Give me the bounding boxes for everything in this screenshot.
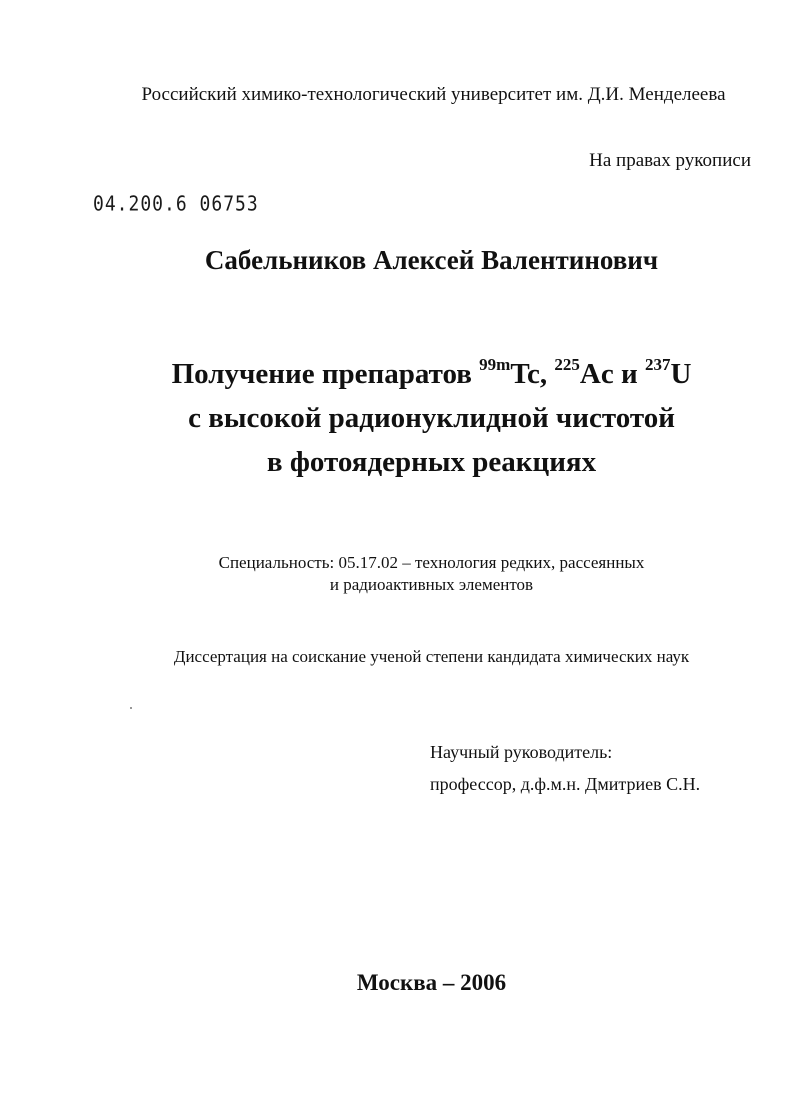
isotope-ac-mass: 225 <box>554 355 580 374</box>
rights-note: На правах рукописи <box>589 150 751 171</box>
title-prefix: Получение препаратов <box>171 358 480 390</box>
title-line-3: в фотоядерных реакциях <box>266 446 597 478</box>
title-line-2: с высокой радионуклидной чистотой <box>188 402 675 434</box>
specialty-line-2: и радиоактивных элементов <box>329 575 534 594</box>
specialty <box>0 552 797 596</box>
scan-speck <box>130 707 132 709</box>
isotope-ac-symbol: Ac и <box>579 358 645 390</box>
dissertation-title <box>0 352 797 484</box>
isotope-u-mass: 237 <box>644 355 671 374</box>
title-line-1 <box>66 352 797 396</box>
university-name: Российский химико-технологический университет им. Д.И. Менделеева <box>141 84 726 105</box>
isotope-u-symbol: U <box>670 358 692 390</box>
author-name: Сабельников Алексей Валентинович <box>204 245 659 275</box>
thesis-type: Диссертация на соискание ученой степени кандидата химических наук <box>173 647 690 666</box>
isotope-tc-symbol: Tc, <box>510 358 555 390</box>
specialty-line-1: Специальность: 05.17.02 – технология редких, рассеянных <box>218 553 645 572</box>
isotope-tc-mass: 99m <box>479 355 511 374</box>
supervisor-label: Научный руководитель: <box>430 742 613 762</box>
city-year: Москва – 2006 <box>356 970 507 995</box>
supervisor-name: профессор, д.ф.м.н. Дмитриев С.Н. <box>430 774 701 794</box>
registration-stamp: 04.200.6 06753 <box>93 192 259 217</box>
